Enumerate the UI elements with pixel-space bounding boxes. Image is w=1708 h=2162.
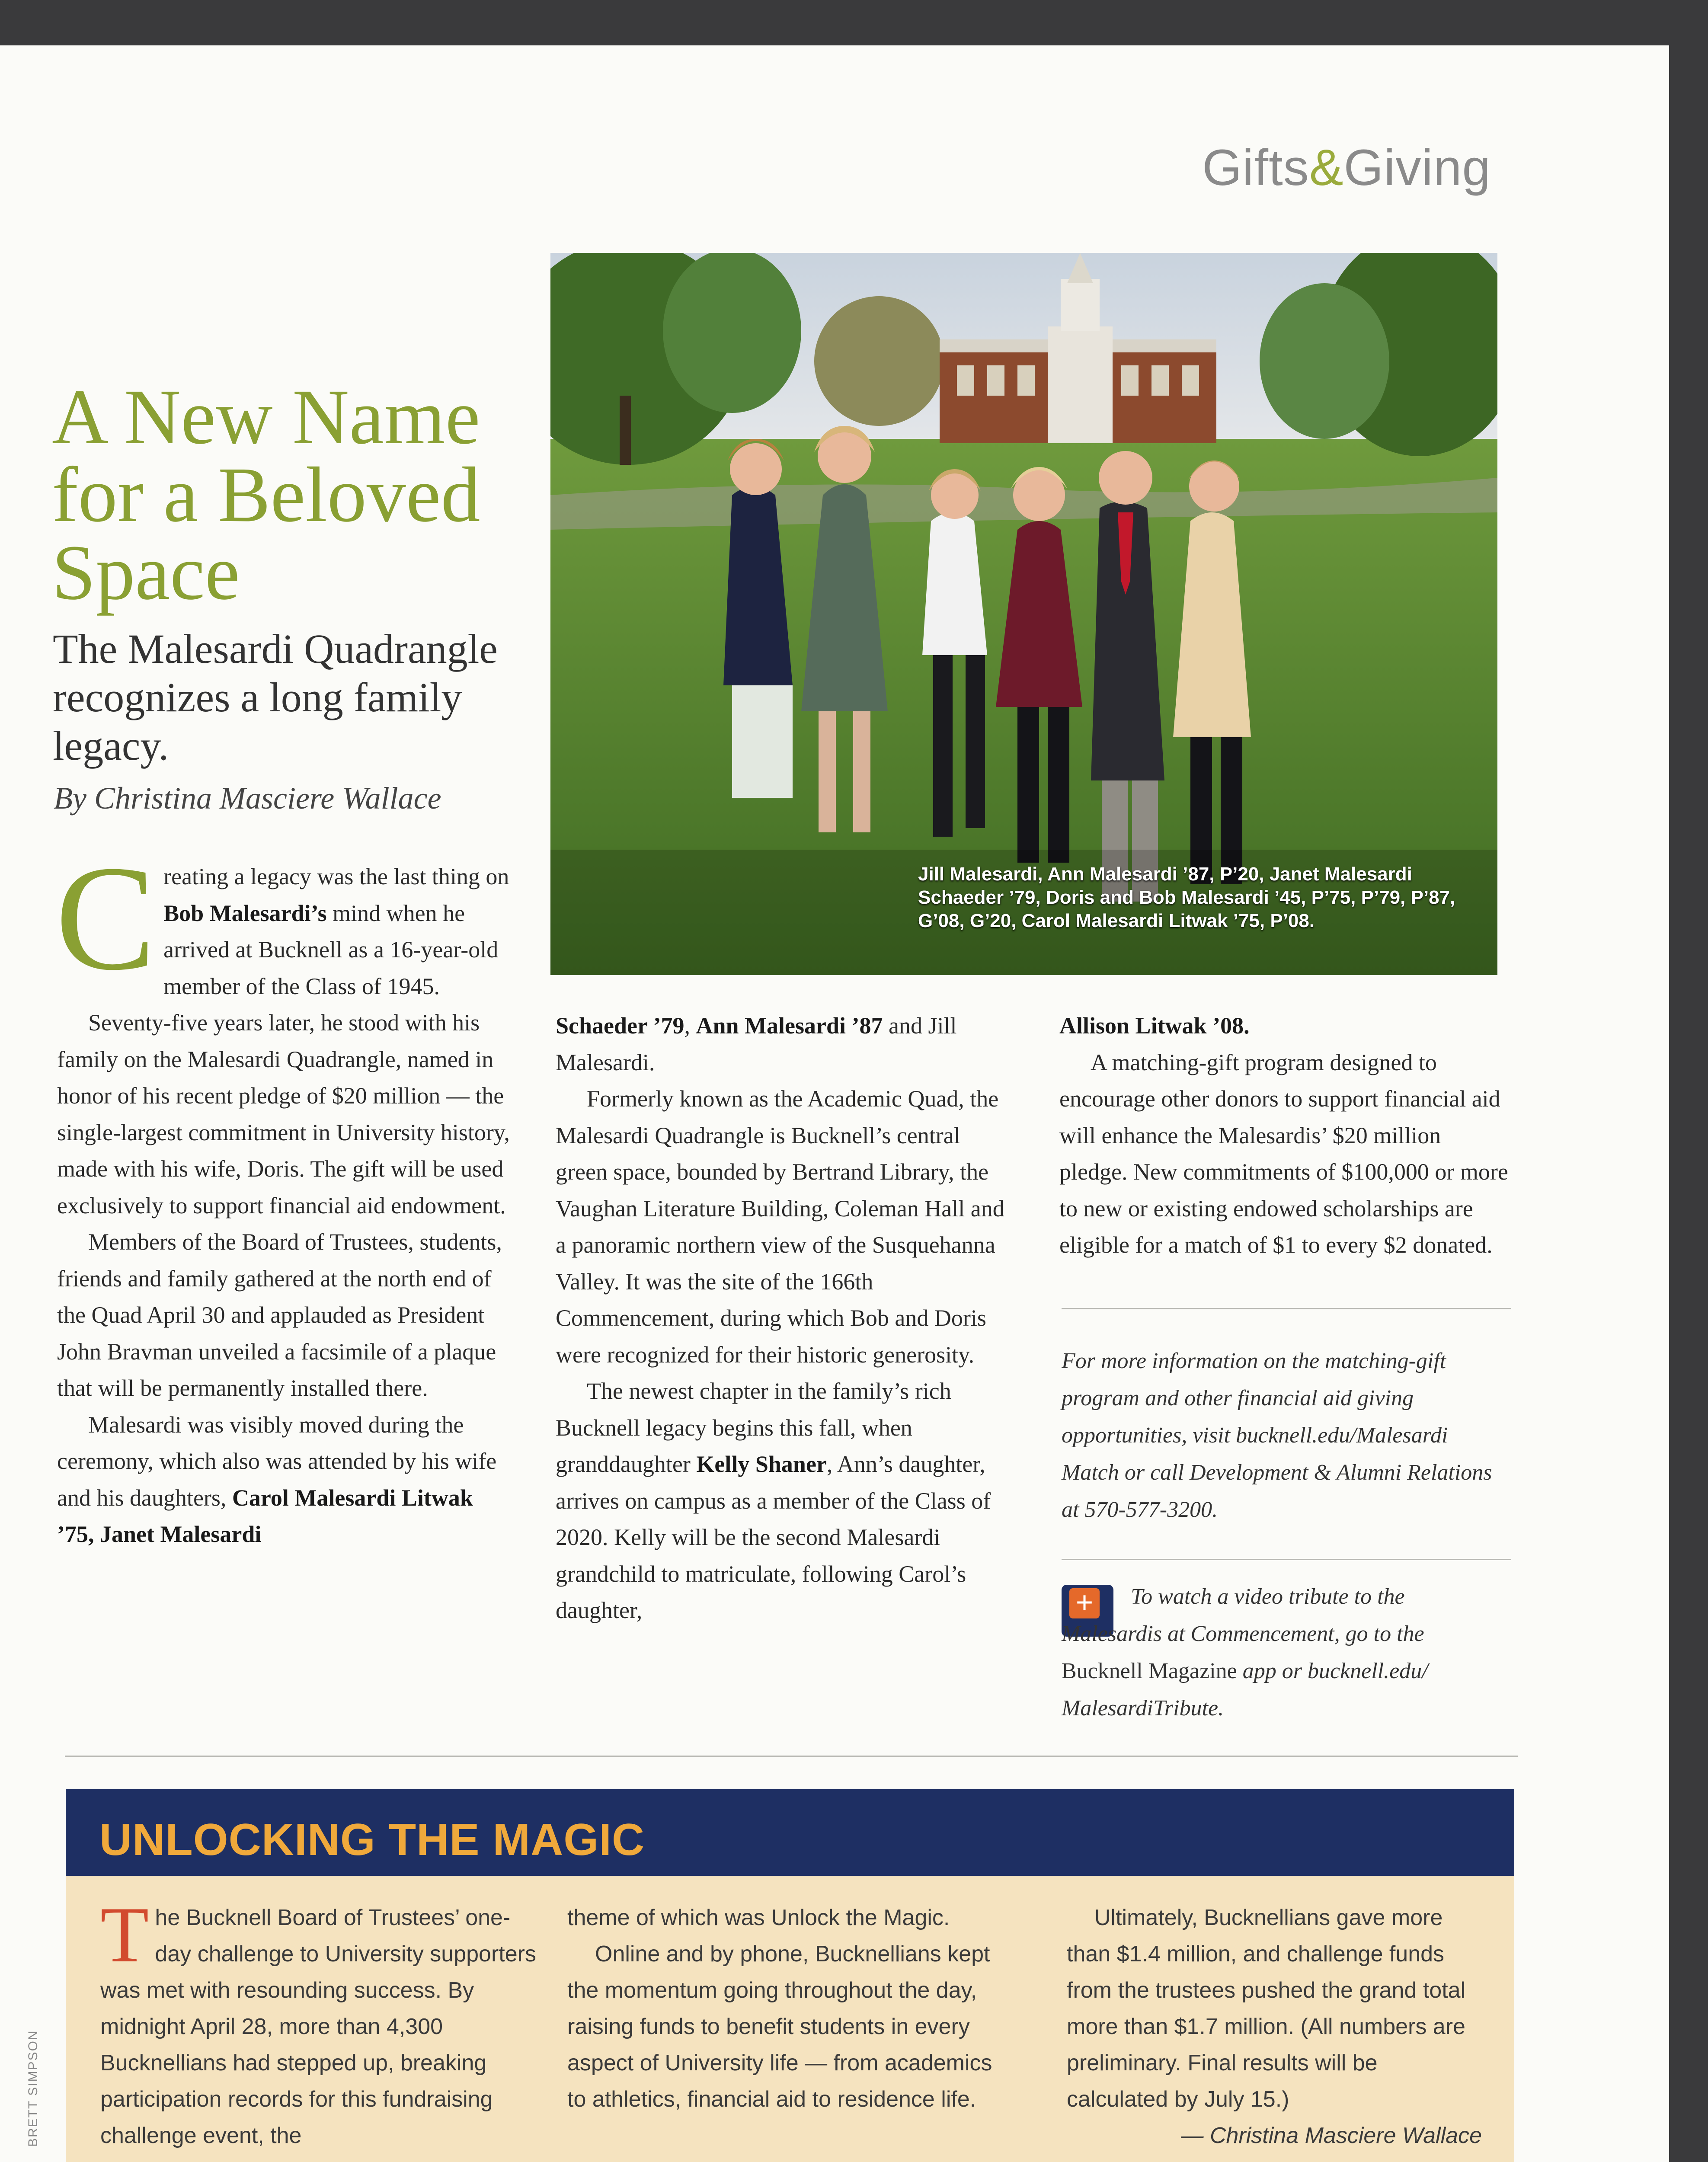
paragraph: Schaeder ’79, Ann Malesardi ’87 and Jill Malesardi. bbox=[556, 1013, 957, 1075]
paragraph: The newest chapter in the family’s rich Bucknell legacy begins this fall, when granddaughter Kelly Shaner, Ann’s daughter, arrives on campus as a member of the Class of 2020. Kelly will be the second Malesardi grandchild to matriculate, following Carol’s daughter, bbox=[556, 1378, 991, 1623]
photo-credit: BRETT SIMPSON bbox=[26, 2030, 40, 2147]
drop-cap: C bbox=[55, 835, 156, 1001]
box-column-3 bbox=[1067, 1900, 1482, 2154]
sidebar-box-body bbox=[66, 1876, 1514, 2162]
drop-cap: T bbox=[100, 1890, 149, 1979]
sidebar-box-title: UNLOCKING THE MAGIC bbox=[99, 1815, 645, 1865]
paragraph: A matching-gift program designed to encourage other donors to support financial aid will enhance the Malesardis’ $20 million pledge. New commitments of $100,000 or more to new or existing endowed scholarships are eligible for a match of $1 to every $2 donated. bbox=[1059, 1049, 1508, 1258]
section-header: Gifts&Giving bbox=[1202, 139, 1491, 196]
article-column-2 bbox=[556, 1007, 1010, 1629]
divider bbox=[65, 1756, 1518, 1757]
box-column-2 bbox=[567, 1900, 1004, 2117]
divider bbox=[1062, 1308, 1511, 1309]
paragraph: theme of which was Unlock the Magic. bbox=[567, 1905, 950, 1930]
paragraph: Ultimately, Bucknellians gave more than $1.4 million, and challenge funds from the trustees pushed the grand total more than $1.7 million. (All numbers are preliminary. Final results will be calculated by July 15.) bbox=[1067, 1905, 1466, 2112]
paragraph: Seventy-five years later, he stood with his family on the Malesardi Quadrangle, named in honor of his recent pledge of $20 million — the single-largest commitment in University history, made with his wife, Doris. The gift will be used exclusively to support financial aid endowment. bbox=[57, 1010, 510, 1219]
plus-icon: + bbox=[1069, 1588, 1100, 1618]
paragraph: Members of the Board of Trustees, students, friends and family gathered at the north end of the Quad April 30 and applauded as President John Bravman unveiled a facsimile of a plaque that will be permanently installed there. bbox=[57, 1229, 502, 1401]
family-photo bbox=[550, 253, 1497, 975]
sidebar-box-header bbox=[66, 1789, 1514, 1876]
box-signature: — Christina Masciere Wallace bbox=[1181, 2123, 1482, 2148]
magazine-page bbox=[0, 45, 1669, 2162]
paragraph: Creating a legacy was the last thing on Bob Malesardi’s mind when he arrived at Bucknell as a 16-year-old member of the Class of 1945. bbox=[55, 835, 509, 1001]
article-headline: A New Name for a Beloved Space bbox=[52, 374, 480, 616]
paragraph: Online and by phone, Bucknellians kept the momentum going throughout the day, raising funds to benefit students in every aspect of University life — from academics to athletics, financial aid to residence life. bbox=[567, 1941, 992, 2112]
box-column-1 bbox=[100, 1890, 537, 2154]
paragraph: Allison Litwak ’08. bbox=[1059, 1013, 1250, 1039]
more-info-note: For more information on the matching-gift program and other financial aid giving opportunities, visit bucknell.edu/Malesardi Match or call Development & Alumni Relations at 570-577-3200. bbox=[1062, 1349, 1492, 1522]
article-column-1 bbox=[55, 835, 511, 1553]
article-column-3 bbox=[1059, 1007, 1513, 1263]
section-ampersand: & bbox=[1309, 139, 1344, 196]
paragraph: Malesardi was visibly moved during the ceremony, which also was attended by his wife and his daughters, Carol Malesardi Litwak ’75, Janet Malesardi bbox=[57, 1411, 497, 1547]
video-tribute-note: To watch a video tribute to the Malesardis at Commencement, go to the Bucknell Magazine app or bucknell.edu/ MalesardiTribute. bbox=[1062, 1584, 1428, 1721]
photo-caption: Jill Malesardi, Ann Malesardi ’87, P’20, Janet Malesardi Schaeder ’79, Doris and Bob Malesardi ’45, P’75, P’79, P’87, G’08, G’20, Carol Malesardi Litwak ’75, P’08. bbox=[918, 864, 1455, 931]
paragraph: Formerly known as the Academic Quad, the Malesardi Quadrangle is Bucknell’s central green space, bounded by Bertrand Library, the Vaughan Literature Building, Coleman Hall and a panoramic northern view of the Susquehanna Valley. It was the site of the 166th Commencement, during which Bob and Doris were recognized for their historic generosity. bbox=[556, 1086, 1004, 1368]
article-dek: The Malesardi Quadrangle recognizes a long family legacy. bbox=[53, 626, 498, 769]
divider bbox=[1062, 1559, 1511, 1560]
paragraph: The Bucknell Board of Trustees’ one-day challenge to University supporters was met with resounding success. By midnight April 28, more than 4,300 Bucknellians had stepped up, breaking participation records for this fundraising challenge event, the bbox=[100, 1890, 536, 2148]
byline: By Christina Masciere Wallace bbox=[54, 781, 441, 816]
